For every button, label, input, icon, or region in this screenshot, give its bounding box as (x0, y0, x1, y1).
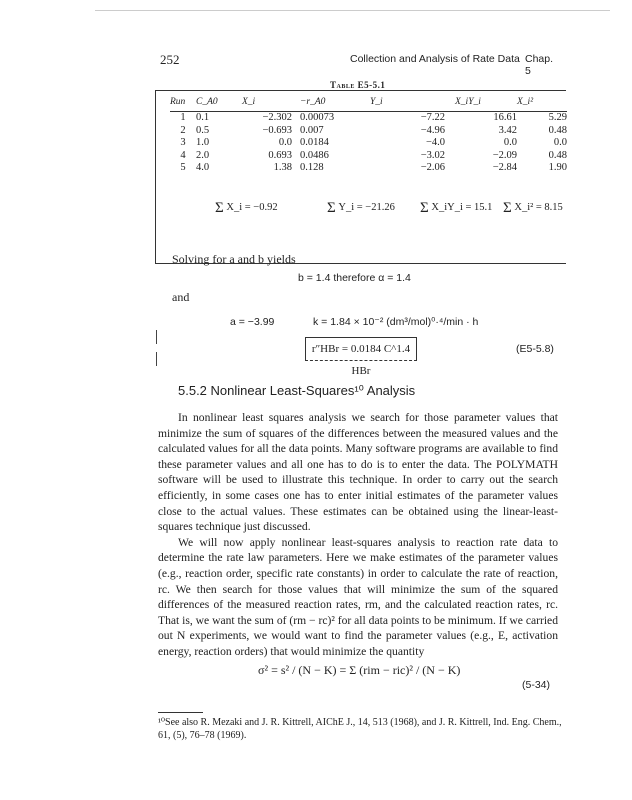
section-heading: 5.5.2 Nonlinear Least-Squares¹⁰ Analysis (178, 383, 416, 398)
variance-formula: σ² = s² / (N − K) = Σ (rim − ric)² / (N − K) (258, 663, 461, 677)
k-result-line: k = 1.84 × 10⁻² (dm³/mol)⁰·⁴/min · h (313, 316, 479, 328)
paragraph: In nonlinear least squares analysis we search for those parameter values that minimize the sum of squares of the differences between the measured values and the calculated values for all the data points. Many software programs are available to find these parameter values and all one has to do is to enter the data. The POLYMATH software will be used to illustrate this technique. In order to carry out the search efficiently, in some cases one has to enter initial estimates of the parameter values close to the actual values. These estimates can be obtained using the linear-least-squares technique just discussed. (158, 411, 558, 534)
table-cell: −0.693 (262, 124, 292, 136)
table-cell: 16.61 (493, 112, 517, 123)
sum-x-text: X_i = −0.92 (226, 202, 278, 213)
chapter-label: Chap. 5 (525, 53, 554, 77)
col-header: −r_A0 (300, 97, 370, 112)
table-cell: −2.09 (492, 149, 517, 161)
solve-intro: Solving for a and b yields (172, 252, 296, 266)
table-cell: −2.84 (492, 162, 517, 173)
formula-equation-number: (5-34) (522, 679, 551, 691)
table-cell: 0.693 (268, 149, 292, 161)
and-label: and (172, 290, 190, 304)
table-cell: −4.96 (420, 124, 445, 136)
margin-mark (156, 330, 157, 344)
col-header: C_A0 (196, 97, 242, 112)
table-row (170, 125, 567, 138)
table-cell: 0.00073 (300, 112, 335, 123)
table-cell: 0.0 (503, 137, 517, 148)
table-cell: 1 (180, 112, 186, 123)
table-cell: 1.90 (548, 162, 567, 173)
table-cell: 2.0 (196, 149, 210, 161)
body-text (158, 410, 558, 660)
table-cell: 0.0184 (300, 137, 329, 148)
table-cell: 4 (180, 149, 186, 161)
col-header: X_iY_i (455, 97, 517, 112)
footnote: ¹⁰See also R. Mezaki and J. R. Kittrell, AIChE J., 14, 513 (1968), and J. R. Kittrell, Ind. Eng. Chem., 61, (5), 76–78 (1969). (158, 717, 562, 741)
top-rule (95, 10, 610, 11)
sigma-symbol: Σ (215, 200, 224, 216)
sum-x2-text: X_i² = 8.15 (514, 202, 563, 213)
b-result-line: b = 1.4 therefore α = 1.4 (298, 272, 411, 284)
table-cell: 4.0 (196, 162, 210, 173)
table-cell: 0.0 (553, 137, 567, 148)
table-cell: 5 (180, 162, 186, 173)
paragraph: We will now apply nonlinear least-squares analysis to reaction rate data to determine the rate law parameters. Here we make estimates of the parameter values (e.g., reaction order, specific rate constants) in order to calculate the rate of reaction, rc. We then search for those values that will minimize the sum of the squared differences of the measured reaction rates, rm, and the calculated reaction rates, rc. That is, we want the sum of (rm − rc)² for all data points to be minimum. If we carried out N experiments, we would want to find the parameter values (e.g., E, activation energy, reaction orders) that would minimize the quantity (158, 535, 558, 658)
table-row (170, 137, 567, 150)
table-cell: −7.22 (420, 112, 445, 123)
col-header: X_i (242, 97, 300, 112)
table-cell: 1.0 (196, 137, 210, 148)
table-cell: 0.5 (196, 124, 210, 136)
table-cell: 3 (180, 137, 186, 148)
table-cell: −2.06 (420, 162, 445, 173)
table-row (170, 162, 567, 175)
table-header-row (170, 97, 567, 112)
table-cell: 3.42 (498, 124, 517, 136)
sigma-symbol: Σ (503, 200, 512, 216)
sigma-symbol: Σ (327, 200, 336, 216)
table-cell: 0.0486 (300, 149, 329, 161)
sigma-symbol: Σ (420, 200, 429, 216)
table-cell: 0.48 (548, 149, 567, 161)
col-header: Y_i (370, 97, 455, 112)
a-result-line: a = −3.99 (230, 316, 275, 328)
margin-mark (156, 352, 157, 366)
table-cell: −3.02 (420, 149, 445, 161)
table-cell: −4.0 (425, 137, 445, 148)
sum-x2 (503, 200, 563, 217)
sum-y-text: Y_i = −21.26 (338, 202, 395, 213)
table-caption: Table E5-5.1 (330, 80, 386, 90)
table-cell: 5.29 (548, 112, 567, 123)
table-cell: −2.302 (262, 112, 292, 123)
running-title: Collection and Analysis of Rate Data (350, 53, 520, 65)
sum-x (215, 200, 278, 217)
table-cell: 0.128 (300, 162, 324, 173)
sum-xy (420, 200, 492, 217)
sum-xy-text: X_iY_i = 15.1 (431, 202, 493, 213)
data-table (170, 97, 567, 175)
col-header: X_i² (517, 97, 567, 112)
table-row (170, 112, 567, 125)
col-header: Run (170, 97, 196, 112)
table-cell: 0.1 (196, 112, 210, 123)
table-cell: 0.007 (300, 124, 324, 136)
table-cell: 2 (180, 124, 186, 136)
table-cell: 1.38 (273, 162, 292, 173)
equation-number: (E5-5.8) (516, 343, 554, 355)
table-cell: 0.48 (548, 124, 567, 136)
table-cell: 0.0 (278, 137, 292, 148)
sum-y (327, 200, 395, 217)
boxed-rate-law: r″HBr = 0.0184 C^1.4 HBr (305, 337, 417, 361)
table-row (170, 150, 567, 163)
page-number: 252 (160, 52, 180, 67)
footnote-rule (158, 712, 203, 713)
